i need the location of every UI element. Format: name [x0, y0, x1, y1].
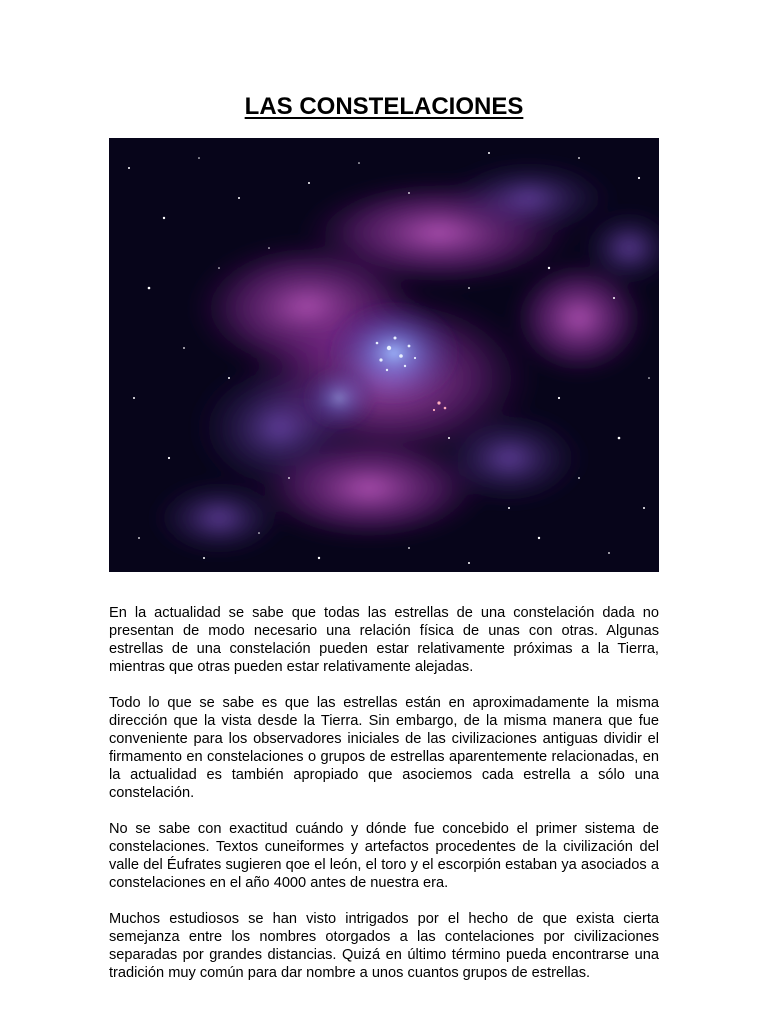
page-title: LAS CONSTELACIONES: [244, 93, 524, 120]
paragraph: En la actualidad se sabe que todas las estrellas de una constelación dada no presentan de modo necesario una relación física de unas con otras. Algunas estrellas de una constelación pueden estar relativamente próximas a la Tierra, mientras que otras pueden estar relativamente alejadas.: [109, 605, 659, 675]
paragraph: No se sabe con exactitud cuándo y dónde fue concebido el primer sistema de constelaciones. Textos cuneiformes y artefactos procedentes de la civilización del valle del Éufrates sugieren qoe el león, el toro y el escorpión estaban ya asociados a constelaciones en el año 4000 antes de nuestra era.: [109, 821, 659, 891]
body-text: [109, 604, 659, 1000]
nebula-image: [109, 138, 659, 572]
paragraph: Muchos estudiosos se han visto intrigados por el hecho de que exista cierta semejanza entre los nombres otorgados a las contelaciones por civilizaciones separadas por grandes distancias. Quizá en último término pueda encontrarse una tradición muy común para dar nombre a unos cuantos grupos de estrellas.: [109, 911, 659, 981]
paragraph: Todo lo que se sabe es que las estrellas están en aproximadamente la misma dirección que la vista desde la Tierra. Sin embargo, de la misma manera que fue conveniente para los observadores iniciales de las civilizaciones antiguas dividir el firmamento en constelaciones o grupos de estrellas aparentemente relacionadas, en la actualidad es también apropiado que asociemos cada estrella a sólo una constelación.: [109, 695, 659, 801]
